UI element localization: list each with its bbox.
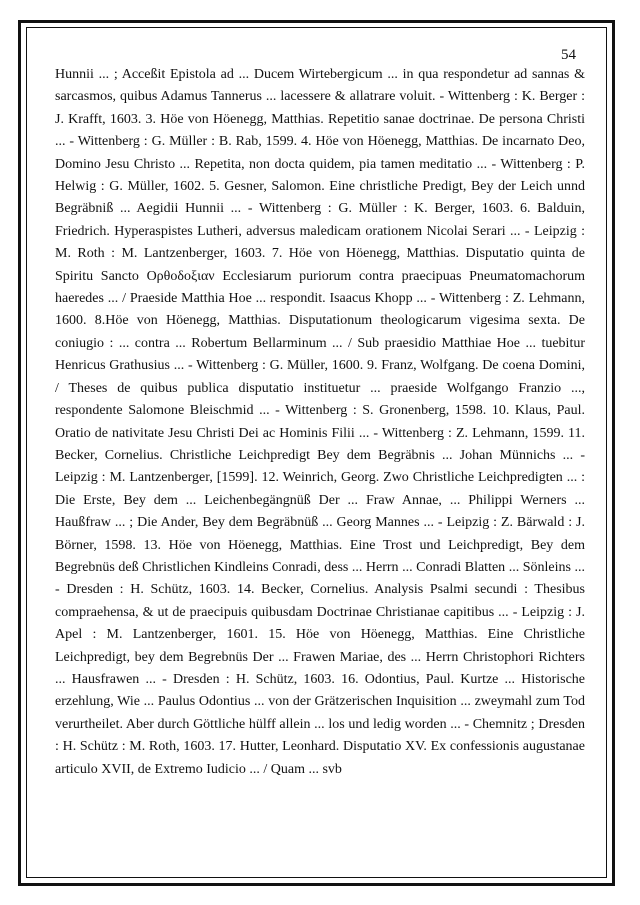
body-text: Hunnii ... ; Acceßit Epistola ad ... Ducem Wirtebergicum ... in qua respondetur ad sannas & sarcasmos, quibus Adamus Tannerus ... lacessere & allatrare voluit. - Wittenberg : K. Berger : J. Krafft, 1603. 3. Höe von Höenegg, Matthias. Repetitio sanae doctrinae. De persona Christi ... - Wittenberg : G. Müller : B. Rab, 1599. 4. Höe von Höenegg, Matthias. De incarnato Deo, Domino Jesu Christo ... Repetita, non docta quidem, pia tamen meditatio ... - Wittenberg : P. Helwig : G. Müller, 1602. 5. Gesner, Salomon. Eine christliche Predigt, Bey der Leich unnd Begräbniß ... Aegidii Hunnii ... - Wittenberg : G. Müller : K. Berger, 1603. 6. Balduin, Friedrich. Hyperaspistes Lutheri, adversus maledicam orationem Nicolai Serari ... - Leipzig : M. Roth : M. Lantzenberger, 1603. 7. Höe von Höenegg, Matthias. Disputatio quinta de Spiritu Sancto Ορθοδοξιαν Ecclesiarum puriorum contra praecipuas Pneumatomachorum haeredes ... / Praeside Matthia Hoe ... respondit. Isaacus Khopp ... - Wittenberg : Z. Lehmann, 1600. 8.Höe von Höenegg, Matthias. Disputationum theologicarum vigesima sexta. De coniugio : ... contra ... Robertum Bellarminum ... / Sub praesidio Matthiae Hoe ... tuebitur Henricus Grathusius ... - Wittenberg : G. Müller, 1600. 9. Franz, Wolfgang. De coena Domini, / Theses de quibus publica disputatio instituetur ... praeside Wolfgango Franzio ..., respondente Salomone Bleischmid ... - Wittenberg : S. Gronenberg, 1598. 10. Klaus, Paul. Oratio de nativitate Jesu Christi Dei ac Hominis Filii ... - Wittenberg : Z. Lehmann, 1599. 11. Becker, Cornelius. Christliche Leichpredigt Bey dem Begräbnis ... Johan Münnichs ... - Leipzig : M. Lantzenberger, [1599]. 12. Weinrich, Georg. Zwo Christliche Leichpredigten ... : Die Erste, Bey dem ... Leichenbegängnüß Der ... Fraw Annae, ... Philippi Werners ... Haußfraw ... ; Die Ander, Bey dem Begräbnüß ... Georg Mannes ... - Leipzig : Z. Bärwald : J. Börner, 1598. 13. Höe von Höenegg, Matthias. Eine Trost und Leichpredigt, Bey dem Begrebnüs deß Christlichen Kindleins Conradi, dess ... Herrn ... Conradi Blatten ... Sönleins ... - Dresden : H. Schütz, 1603. 14. Becker, Cornelius. Analysis Psalmi secundi : Thesibus compraehensa, & ut de praecipuis quibusdam Doctrinae Christianae capitibus ... - Leipzig : J. Apel : M. Lantzenberger, 1601. 15. Höe von Höenegg, Matthias. Eine Christliche Leichpredigt, bey dem Begrebnüs Der ... Frawen Mariae, des ... Herrn Christophori Richters ... Hausfrawen ... - Dresden : H. Schütz, 1603. 16. Odontius, Paul. Kurtze ... Historische erzehlung, Wie ... Paulus Odontius ... von der Grätzerischen Inquisition ... zweymahl zum Tod verurtheilet. Aber durch Göttliche hülff allein ... los und ledig worden ... - Chemnitz ; Dresden : H. Schütz : M. Roth, 1603. 17. Hutter, Leonhard. Disputatio XV. Ex confessionis augustanae articulo XVII, de Extremo Iudicio ... / Quam ... svb	[55, 67, 585, 777]
page-number: 54	[561, 47, 576, 63]
